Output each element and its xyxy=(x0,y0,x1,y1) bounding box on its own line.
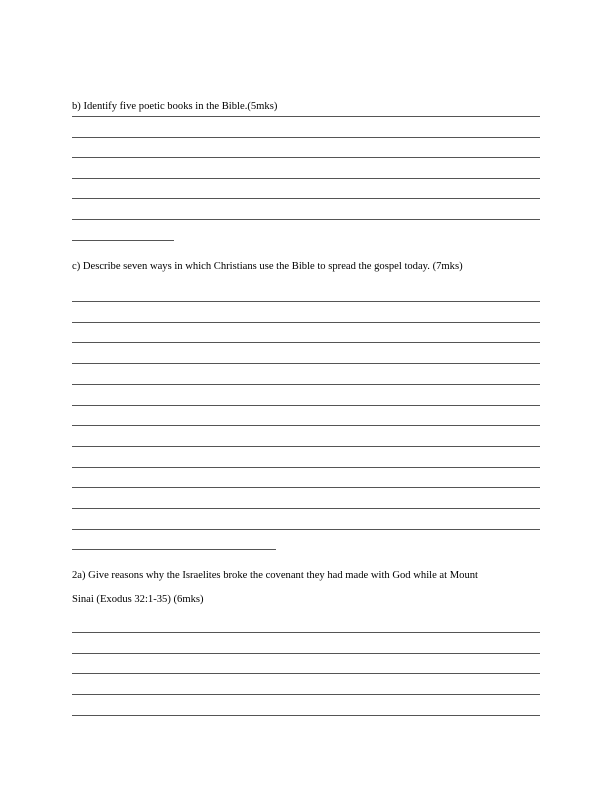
answer-line xyxy=(72,137,540,138)
answer-line xyxy=(72,116,540,117)
answer-line xyxy=(72,715,540,716)
question-2a-line2: Sinai (Exodus 32:1-35) (6mks) xyxy=(72,594,204,605)
answer-line xyxy=(72,405,540,406)
answer-line xyxy=(72,467,540,468)
question-2a-line1: 2a) Give reasons why the Israelites broke the covenant they had made with God while at Mount xyxy=(72,570,478,581)
answer-line xyxy=(72,653,540,654)
answer-line xyxy=(72,157,540,158)
answer-line xyxy=(72,301,540,302)
answer-line xyxy=(72,673,540,674)
answer-line xyxy=(72,508,540,509)
answer-line xyxy=(72,342,540,343)
answer-line xyxy=(72,240,174,241)
answer-line xyxy=(72,322,540,323)
answer-line xyxy=(72,446,540,447)
answer-line xyxy=(72,632,540,633)
question-b: b) Identify five poetic books in the Bible.(5mks) xyxy=(72,101,278,112)
answer-line xyxy=(72,549,276,550)
answer-line xyxy=(72,363,540,364)
question-c: c) Describe seven ways in which Christians use the Bible to spread the gospel today. (7mks) xyxy=(72,261,463,272)
answer-line xyxy=(72,178,540,179)
answer-line xyxy=(72,198,540,199)
answer-line xyxy=(72,425,540,426)
answer-line xyxy=(72,694,540,695)
answer-line xyxy=(72,219,540,220)
answer-line xyxy=(72,487,540,488)
answer-line xyxy=(72,529,540,530)
answer-line xyxy=(72,384,540,385)
